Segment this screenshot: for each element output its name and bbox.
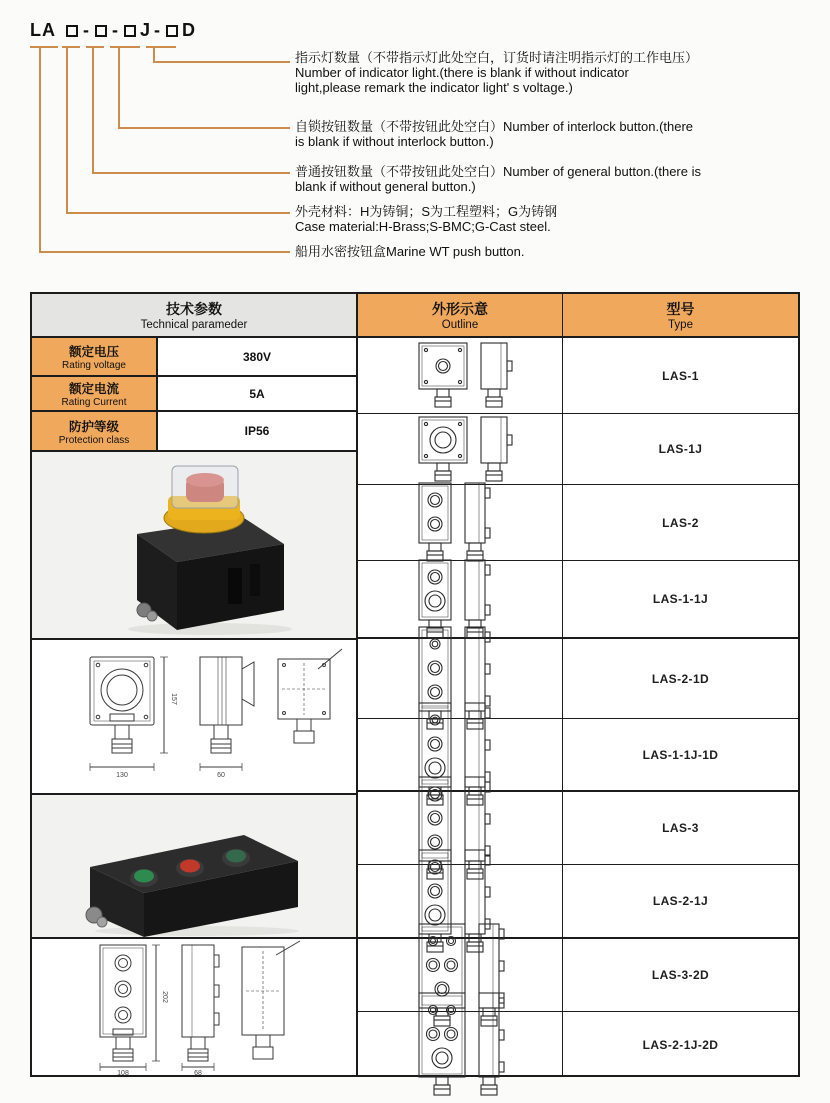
- table-row: [358, 338, 798, 414]
- spec-table: [30, 292, 800, 1077]
- svg-text:108: 108: [117, 1070, 129, 1077]
- product-photo-three-button-box: [32, 795, 356, 939]
- legend-line: 指示灯数量（不带指示灯此处空白，订货时请注明指示灯的工作电压）: [295, 50, 699, 65]
- param-value: IP56: [244, 424, 270, 438]
- model-code-separator: -: [83, 20, 90, 40]
- type-label: LAS-3: [662, 821, 699, 835]
- type-label: LAS-2-1J-2D: [642, 1037, 719, 1052]
- header-type: [563, 294, 798, 336]
- param-cn: 防护等级: [68, 419, 119, 434]
- legend-entry-material: [295, 204, 815, 234]
- header-type-cn: 型号: [666, 301, 695, 317]
- legend-entry-interlock: [295, 119, 815, 149]
- legend-line: Case material:H-Brass;S-BMC;G-Cast steel.: [295, 219, 551, 234]
- type-label: LAS-3-2D: [651, 968, 710, 982]
- legend-line: 自锁按钮数量（不带按钮此处空白）Number of interlock button.(there: [295, 119, 694, 134]
- svg-text:130: 130: [116, 772, 128, 779]
- type-label: LAS-2: [662, 515, 699, 530]
- model-code-legend: [295, 50, 815, 259]
- type-label: LAS-1-1J: [652, 592, 709, 606]
- svg-text:157: 157: [170, 693, 177, 705]
- legend-line: 船用水密按钮盒Marine WT push button.: [295, 244, 525, 259]
- model-code-box-1: [66, 25, 78, 37]
- legend-entry-general: [295, 164, 815, 194]
- model-code-letter-d: D: [182, 20, 197, 40]
- dimension-drawing-single-button: [32, 640, 356, 795]
- table-header: [32, 294, 798, 338]
- type-label: LAS-1J: [658, 442, 703, 456]
- table-row: [358, 414, 798, 485]
- svg-text:202: 202: [161, 991, 168, 1003]
- legend-line: light,please remark the indicator light' s voltage.): [295, 80, 573, 95]
- param-row-current: [32, 377, 356, 412]
- header-outline: [358, 294, 563, 336]
- table-row: [358, 1012, 798, 1077]
- model-code-box-4: [166, 25, 178, 37]
- connector-line-marine: [39, 47, 290, 253]
- param-en: Protection class: [58, 434, 130, 446]
- header-technical-en: Technical parameder: [140, 319, 248, 331]
- legend-line: is blank if without interlock button.): [295, 134, 494, 149]
- legend-line: 外壳材料：H为铸铜；S为工程塑料；G为铸钢: [295, 204, 558, 219]
- type-label: LAS-2-1D: [651, 671, 710, 686]
- param-cn: 额定电流: [68, 382, 119, 396]
- model-code-separator: -: [112, 20, 119, 40]
- model-code-letter-j: J: [140, 20, 152, 40]
- header-technical-parameter: [32, 294, 358, 336]
- param-row-voltage: [32, 338, 356, 377]
- param-cn: 额定电压: [68, 345, 119, 359]
- outline-drawing: [358, 485, 563, 560]
- header-technical-cn: 技术参数: [166, 301, 222, 317]
- type-label: LAS-2-1J: [652, 894, 709, 908]
- outline-drawing: [358, 338, 563, 413]
- param-value: 380V: [242, 349, 272, 364]
- model-code-box-3: [124, 25, 136, 37]
- outline-drawing: [358, 414, 563, 484]
- dimension-drawing-three-button: [32, 939, 356, 1077]
- legend-line: blank if without general button.): [295, 179, 476, 194]
- type-label: LAS-1-1J-1D: [642, 747, 719, 762]
- header-type-en: Type: [668, 319, 693, 331]
- type-rows: [358, 338, 798, 1077]
- param-label: [32, 377, 158, 410]
- svg-text:68: 68: [194, 1070, 202, 1077]
- type-label: LAS-1: [662, 368, 699, 383]
- header-outline-en: Outline: [441, 319, 479, 331]
- model-code-prefix: LA: [30, 20, 56, 40]
- param-en: Rating Current: [61, 397, 127, 408]
- param-value: 5A: [249, 386, 265, 401]
- left-column: [32, 338, 358, 1077]
- model-code: [30, 20, 196, 41]
- legend-line: Number of indicator light.(there is blank if without indicator: [295, 65, 629, 80]
- param-label: [32, 338, 158, 375]
- legend-entry-marine: [295, 244, 815, 259]
- header-outline-cn: 外形示意: [432, 301, 488, 317]
- param-row-protection: [32, 412, 356, 452]
- model-code-separator: -: [154, 20, 162, 40]
- svg-text:60: 60: [217, 772, 225, 779]
- outline-drawing: [358, 1012, 563, 1077]
- legend-entry-indicator: [295, 50, 815, 95]
- table-row: [358, 485, 798, 561]
- model-code-box-2: [95, 25, 107, 37]
- param-en: Rating voltage: [62, 360, 126, 371]
- param-label: [32, 412, 158, 450]
- legend-line: 普通按钮数量（不带按钮此处空白）Number of general button.(there is: [295, 164, 701, 179]
- product-photo-estop-box: [32, 452, 356, 640]
